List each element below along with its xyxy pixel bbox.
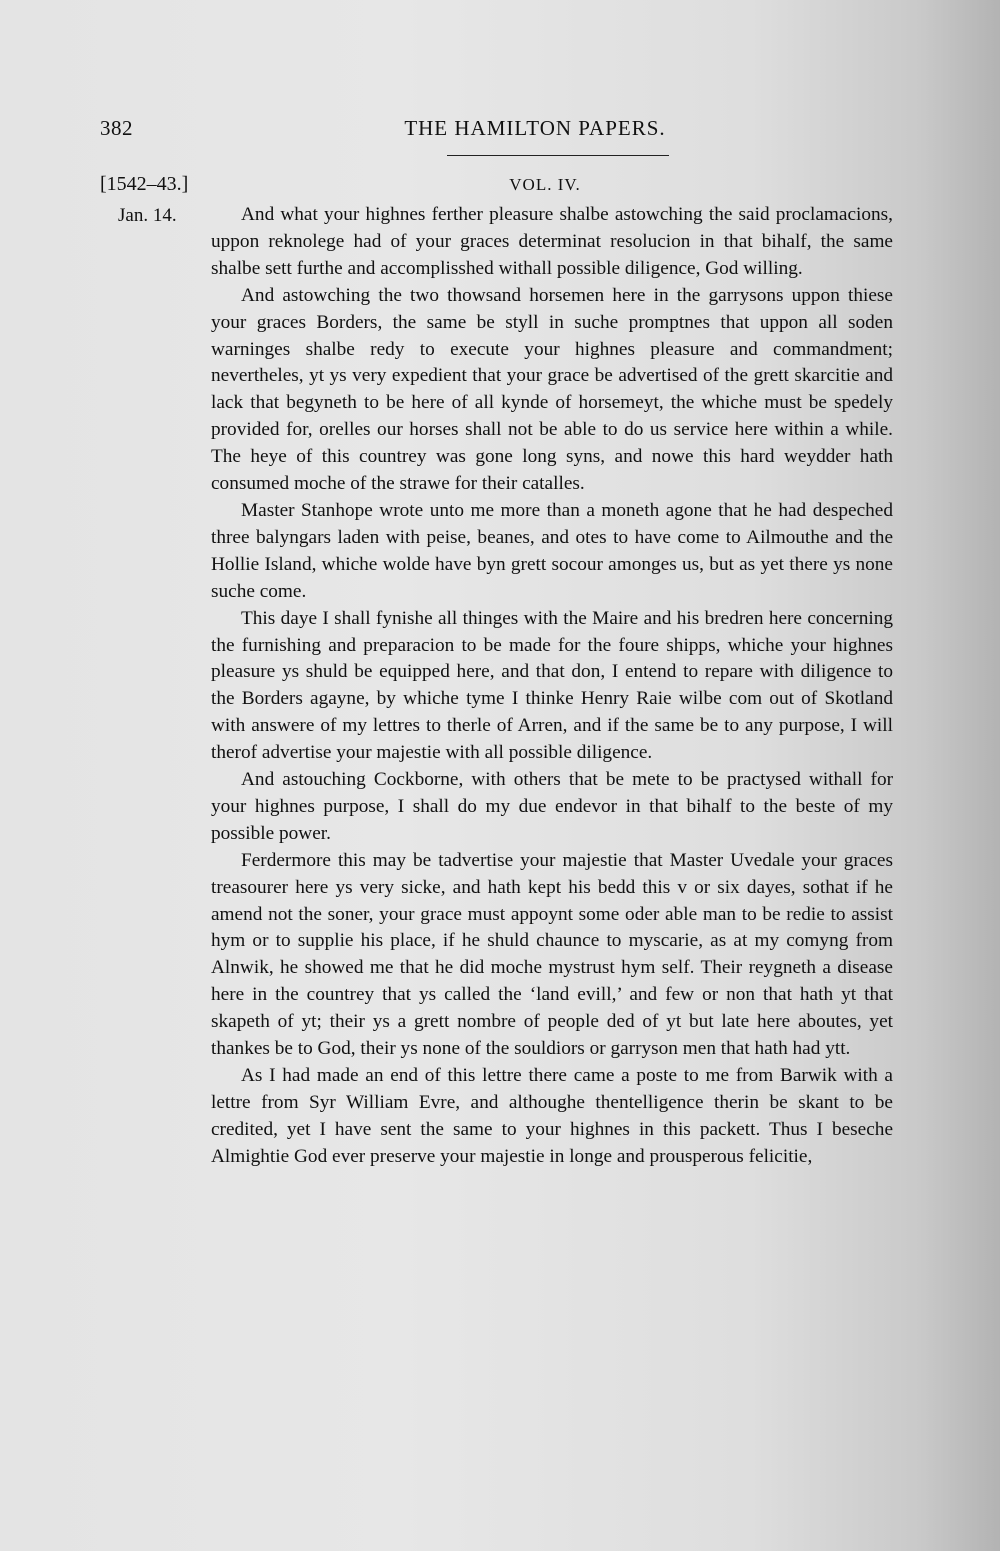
paragraph: And what your highnes ferther pleasure shalbe astowching the said proclamacions, uppon reknolege had of your graces determinat resolucion in that bihalf, the same shalbe sett furthe and accomplisshed withall possible diligence, God willing. bbox=[211, 204, 893, 279]
paragraph: Master Stanhope wrote unto me more than a moneth agone that he had despeched three balyngars laden with peise, beanes, and otes to have come to Ailmouthe and the Hollie Island, whiche wolde have byn grett socour amonges us, but as yet there ys none suche come. bbox=[211, 499, 893, 602]
date-range: [1542–43.] bbox=[100, 173, 189, 195]
paragraph: And astowching the two thowsand horsemen here in the garrysons uppon thiese your graces Borders, the same be styll in suche promptnes that uppon all soden warninges shalbe redy to execute your highnes pleasure and commandment; nevertheles, yt ys very expedient that your grace be advertised of the grett skarcitie and lack that begyneth to be here of all kynde of horsemeyt, the whiche must be spedely provided for, orelles our horses shall not be able to do us service here within a while. The heye of this countrey was gone long syns, and nowe this hard weydder hath consumed moche of the strawe for their catalles. bbox=[211, 284, 893, 495]
page-number: 382 bbox=[100, 116, 133, 140]
paragraph: Ferdermore this may be tadvertise your majestie that Master Uvedale your graces treasourer here ys very sicke, and hath kept his bedd this v or six dayes, sothat if he amend not the soner, your grace must appoynt some oder able man to be redie to assist hym or to supplie his place, if he shuld chaunce to myscarie, as at my comyng from Alnwik, he showed me that he did moche mystrust hym self. Their reygneth a disease here in the countrey that ys called the ‘land evill,’ and few or non that hath yt that skapeth of yt; their ys a grett nombre of people ded of yt but late here aboutes, yet thankes be to God, their ys none of the souldiors or garryson men that hath had ytt. bbox=[211, 849, 893, 1060]
title-rule bbox=[447, 155, 669, 156]
running-head bbox=[100, 116, 880, 146]
paragraph: As I had made an end of this lettre there came a poste to me from Barwik with a lettre from Syr William Evre, and althoughe thentelligence therin be skant to be credited, yet I have sent the same to your highnes in this packett. Thus I beseche Almightie God ever preserve your majestie in longe and prousperous felicitie, bbox=[211, 1065, 893, 1167]
volume-label: VOL. IV. bbox=[509, 175, 581, 194]
letter-body bbox=[211, 202, 893, 1171]
paragraph: This daye I shall fynishe all thinges with the Maire and his bredren here concerning the furnishing and preparacion to be made for the foure shipps, whiche your highnes pleasure ys shuld be equipped here, and that don, I entend to repare with diligence to the Borders agayne, by whiche tyme I thinke Henry Raie wilbe com out of Skotland with answere of my lettres to therle of Arren, and if the same be to any purpose, I will therof advertise your majestie with all possible diligence. bbox=[211, 607, 893, 764]
paragraph: And astouching Cockborne, with others that be mete to be practysed withall for your highnes purpose, I shall do my due endevor in that bihalf to the beste of my possible power. bbox=[211, 769, 893, 844]
book-title: THE HAMILTON PAPERS. bbox=[404, 116, 666, 140]
margin-date: Jan. 14. bbox=[118, 205, 177, 226]
